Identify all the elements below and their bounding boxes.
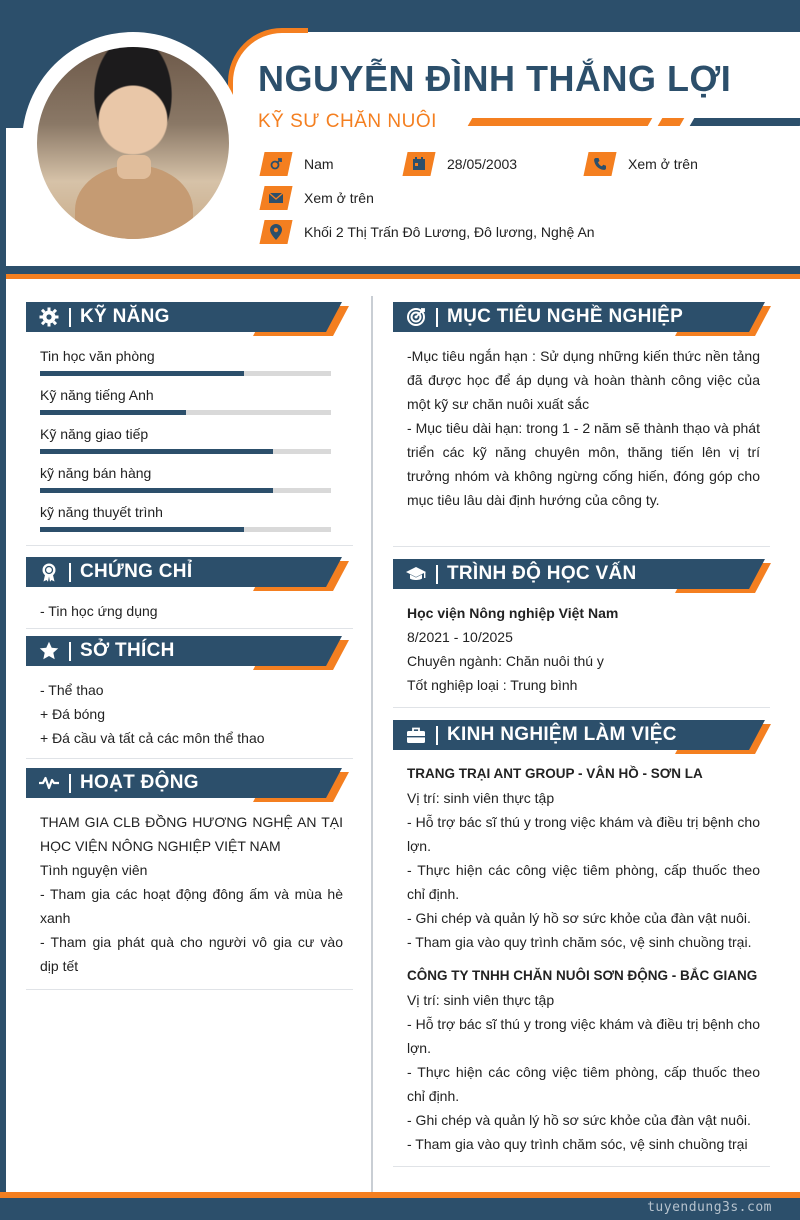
section-header-activities: [26, 768, 348, 802]
contact-email[interactable]: Xem ở trên: [262, 186, 374, 210]
job-duty: - Thực hiện các công việc tiêm phòng, cấp thuốc theo chỉ định.: [407, 1064, 760, 1104]
job-duty: - Tham gia vào quy trình chăm sóc, vệ sinh chuồng trại: [407, 1136, 748, 1152]
star-icon: [38, 641, 60, 661]
gender-icon: [259, 152, 292, 176]
contact-gender: Nam: [262, 152, 334, 176]
certificate-icon: [38, 562, 60, 582]
gear-icon: [38, 307, 60, 327]
skill-label: Tin học văn phòng: [40, 348, 155, 364]
skill-bar: [40, 371, 331, 376]
section-title: KỸ NĂNG: [80, 306, 170, 327]
activity-pulse-icon: [38, 773, 60, 793]
section-title: HOẠT ĐỘNG: [80, 772, 199, 793]
certificate-item: - Tin học ứng dụng: [40, 603, 158, 619]
section-header-objective: [393, 302, 769, 336]
skill-bar-fill: [40, 371, 244, 376]
section-title: TRÌNH ĐỘ HỌC VẤN: [447, 563, 637, 584]
skill-label: Kỹ năng tiếng Anh: [40, 387, 154, 403]
job-duty: - Hỗ trợ bác sĩ thú y trong việc khám và điều trị bệnh cho lợn.: [407, 814, 760, 854]
job-duty: - Hỗ trợ bác sĩ thú y trong việc khám và điều trị bệnh cho lợn.: [407, 1016, 760, 1056]
job-company: CÔNG TY TNHH CHĂN NUÔI SƠN ĐỘNG - BẮC GIANG: [407, 968, 758, 983]
job-position: Vị trí: sinh viên thực tập: [407, 992, 555, 1008]
email-icon: [259, 186, 292, 210]
skill-bar-fill: [40, 527, 244, 532]
job-title: KỸ SƯ CHĂN NUÔI: [258, 111, 437, 132]
section-header-education: [393, 559, 769, 593]
objective-short-term: -Mục tiêu ngắn hạn : Sử dụng những kiến thức nền tảng đã được học để áp dụng và hoàn thành công việc của một kỹ sư chăn nuôi xuất sắc: [407, 348, 760, 412]
contact-dob: 28/05/2003: [405, 152, 517, 176]
education-major: Chuyên ngành: Chăn nuôi thú y: [407, 653, 604, 669]
objective-long-term: - Mục tiêu dài hạn: trong 1 - 2 năm sẽ thành thạo và phát triển các kỹ năng chuyên môn, thăng tiến lên vị trí trưởng nhóm và không ngừng cống hiến, đóng góp cho mục tiêu lâu dài định hướng của công ty.: [407, 420, 760, 508]
header-divider: [6, 266, 800, 274]
education-period: 8/2021 - 10/2025: [407, 629, 513, 645]
section-header-experience: [393, 720, 769, 754]
skill-label: kỹ năng thuyết trình: [40, 504, 163, 520]
candidate-name: NGUYỄN ĐÌNH THẮNG LỢI: [258, 58, 732, 99]
section-header-skills: [26, 302, 348, 336]
section-title: MỤC TIÊU NGHỀ NGHIỆP: [447, 306, 684, 327]
skill-bar: [40, 488, 331, 493]
avatar: [37, 47, 229, 239]
target-icon: [405, 307, 427, 327]
graduation-cap-icon: [405, 564, 427, 584]
skill-bar: [40, 449, 331, 454]
watermark-text: tuyendung3s.com: [647, 1200, 772, 1215]
skill-bar-fill: [40, 488, 273, 493]
activity-item: - Tham gia phát quà cho người vô gia cư vào dịp tết: [40, 934, 343, 974]
phone-icon: [583, 152, 616, 176]
skill-bar-fill: [40, 410, 186, 415]
skill-label: Kỹ năng giao tiếp: [40, 426, 149, 442]
hobby-item: + Đá cầu và tất cả các môn thể thao: [40, 730, 265, 746]
job-duty: - Tham gia vào quy trình chăm sóc, vệ sinh chuồng trại.: [407, 934, 752, 950]
location-pin-icon: [259, 220, 292, 244]
calendar-icon: [402, 152, 435, 176]
hobby-item: - Thể thao: [40, 682, 104, 698]
left-stripe: [0, 0, 6, 1220]
job-position: Vị trí: sinh viên thực tập: [407, 790, 555, 806]
education-school: Học viện Nông nghiệp Việt Nam: [407, 605, 619, 621]
skill-bar: [40, 527, 331, 532]
job-duty: - Thực hiện các công việc tiêm phòng, cấp thuốc theo chỉ định.: [407, 862, 760, 902]
job-company: TRANG TRẠI ANT GROUP - VÂN HỒ - SƠN LA: [407, 766, 703, 781]
section-title: CHỨNG CHỈ: [80, 561, 193, 582]
job-duty: - Ghi chép và quản lý hồ sơ sức khỏe của đàn vật nuôi.: [407, 1112, 751, 1128]
section-title: KINH NGHIỆM LÀM VIỆC: [447, 724, 677, 745]
activity-item: - Tham gia các hoạt động đông ấm và mùa hè xanh: [40, 886, 343, 926]
section-header-hobbies: [26, 636, 348, 670]
section-title: SỞ THÍCH: [80, 640, 175, 661]
job-duty: - Ghi chép và quản lý hồ sơ sức khỏe của đàn vật nuôi.: [407, 910, 751, 926]
contact-address: Khối 2 Thị Trấn Đô Lương, Đô lương, Nghệ An: [262, 220, 595, 244]
briefcase-icon: [405, 725, 427, 745]
section-header-certificates: [26, 557, 348, 591]
education-grade: Tốt nghiệp loại : Trung bình: [407, 677, 578, 693]
contact-phone[interactable]: Xem ở trên: [586, 152, 698, 176]
activity-role: Tình nguyện viên: [40, 862, 148, 878]
hobby-item: + Đá bóng: [40, 706, 105, 722]
activity-org: THAM GIA CLB ĐỒNG HƯƠNG NGHỆ AN TẠI HỌC VIỆN NÔNG NGHIỆP VIỆT NAM: [40, 814, 343, 854]
skill-bar: [40, 410, 331, 415]
skill-label: kỹ năng bán hàng: [40, 465, 152, 481]
column-divider: [371, 296, 373, 1196]
skill-bar-fill: [40, 449, 273, 454]
